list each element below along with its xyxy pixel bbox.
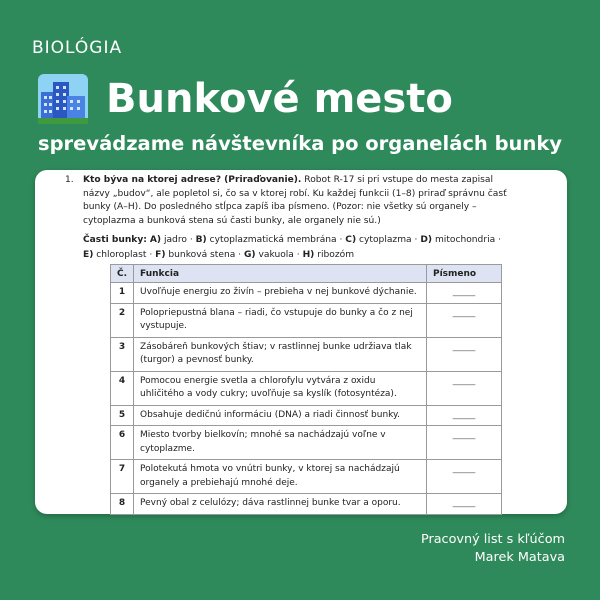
part-name: mitochondria [434, 235, 496, 245]
row-function: Polotekutá hmota vo vnútri bunky, v ktorej sa nachádzajú organely a prebiehajú mnohé deje. [134, 460, 427, 494]
row-function: Miesto tvorby bielkovín; mnohé sa nachádzajú voľne v cytoplazme. [134, 426, 427, 460]
table-row [111, 494, 502, 515]
part-name: ribozóm [317, 250, 355, 260]
answer-blank[interactable]: _____ [427, 283, 502, 304]
table-row [111, 283, 502, 304]
part-letter: B) [195, 235, 207, 245]
row-function: Pevný obal z celulózy; dáva rastlinnej bunke tvar a oporu. [134, 494, 427, 515]
answer-blank[interactable]: _____ [427, 303, 502, 337]
answer-blank[interactable]: _____ [427, 371, 502, 405]
matching-table [110, 264, 502, 515]
cell-parts-list: Časti bunky: A) jadro · B) cytoplazmatická membrána · C) cytoplazma · D) mitochondria · E) chloroplast · F) bunková stena · G) vakuola · H) ribozóm [83, 235, 501, 260]
row-function: Zásobáreň bunkových štiav; v rastlinnej bunke udržiava tlak (turgor) a pevnosť bunky. [134, 337, 427, 371]
row-number: 3 [111, 337, 134, 371]
part-name: chloroplast [96, 250, 147, 260]
part-name: jadro [163, 235, 187, 245]
table-header-row [111, 265, 502, 283]
row-function: Polopriepustná blana – riadi, čo vstupuje do bunky a čo z nej vystupuje. [134, 303, 427, 337]
table-row [111, 460, 502, 494]
part-letter: H) [302, 250, 315, 260]
part-letter: D) [420, 235, 433, 245]
table-row [111, 426, 502, 460]
answer-blank[interactable]: _____ [427, 426, 502, 460]
part-name: vakuola [258, 250, 294, 260]
task-number: 1. [65, 175, 74, 185]
parts-label: Časti bunky: [83, 235, 147, 245]
answer-blank[interactable]: _____ [427, 460, 502, 494]
part-name: cytoplazma [359, 235, 412, 245]
table-row [111, 303, 502, 337]
subject-label: BIOLÓGIA [32, 38, 123, 58]
table-row [111, 371, 502, 405]
column-header-letter: Písmeno [427, 265, 502, 283]
row-number: 5 [111, 405, 134, 426]
column-header-number: Č. [111, 265, 134, 283]
footer [421, 531, 565, 567]
row-number: 6 [111, 426, 134, 460]
row-number: 1 [111, 283, 134, 304]
row-function: Obsahuje dedičnú informáciu (DNA) a riadi činnosť bunky. [134, 405, 427, 426]
answer-blank[interactable]: _____ [427, 494, 502, 515]
part-letter: C) [345, 235, 357, 245]
row-function: Pomocou energie svetla a chlorofylu vytvára z oxidu uhličitého a vody cukry; uvoľňuje sa kyslík (fotosyntéza). [134, 371, 427, 405]
footer-author: Marek Matava [474, 550, 565, 565]
footer-worksheet-label: Pracovný list s kľúčom [420, 532, 565, 547]
part-letter: E) [83, 250, 94, 260]
row-function: Uvoľňuje energiu zo živín – prebieha v nej bunkové dýchanie. [134, 283, 427, 304]
task-text: Robot R-17 si pri vstupe do mesta zapisal názvy „budov“, ale popletol si, čo sa v ktorej robí. Ku každej funkcii (1–8) priraď správnu časť bunky (A–H). Do posledného stĺpca zapíš iba písmeno. (Pozor: nie všetky sú organely – cytoplazma a bunková stena sú časti bunky, ale organely nie sú.) [83, 175, 507, 226]
title-row [38, 74, 453, 124]
page-title: Bunkové mesto [106, 76, 453, 122]
row-number: 8 [111, 494, 134, 515]
table-row [111, 405, 502, 426]
table-row [111, 337, 502, 371]
task-instructions [65, 174, 515, 228]
page-subtitle: sprevádzame návštevníka po organelách bunky [37, 132, 563, 155]
part-letter: A) [149, 235, 162, 245]
task-heading: Kto býva na ktorej adrese? (Priraďovanie). [83, 175, 302, 185]
row-number: 4 [111, 371, 134, 405]
column-header-function: Funkcia [134, 265, 427, 283]
answer-blank[interactable]: _____ [427, 337, 502, 371]
part-letter: G) [243, 250, 256, 260]
part-letter: F) [155, 250, 166, 260]
row-number: 7 [111, 460, 134, 494]
part-name: cytoplazmatická membrána [209, 235, 337, 245]
city-icon [38, 74, 88, 124]
part-name: bunková stena [168, 250, 236, 260]
row-number: 2 [111, 303, 134, 337]
answer-blank[interactable]: _____ [427, 405, 502, 426]
